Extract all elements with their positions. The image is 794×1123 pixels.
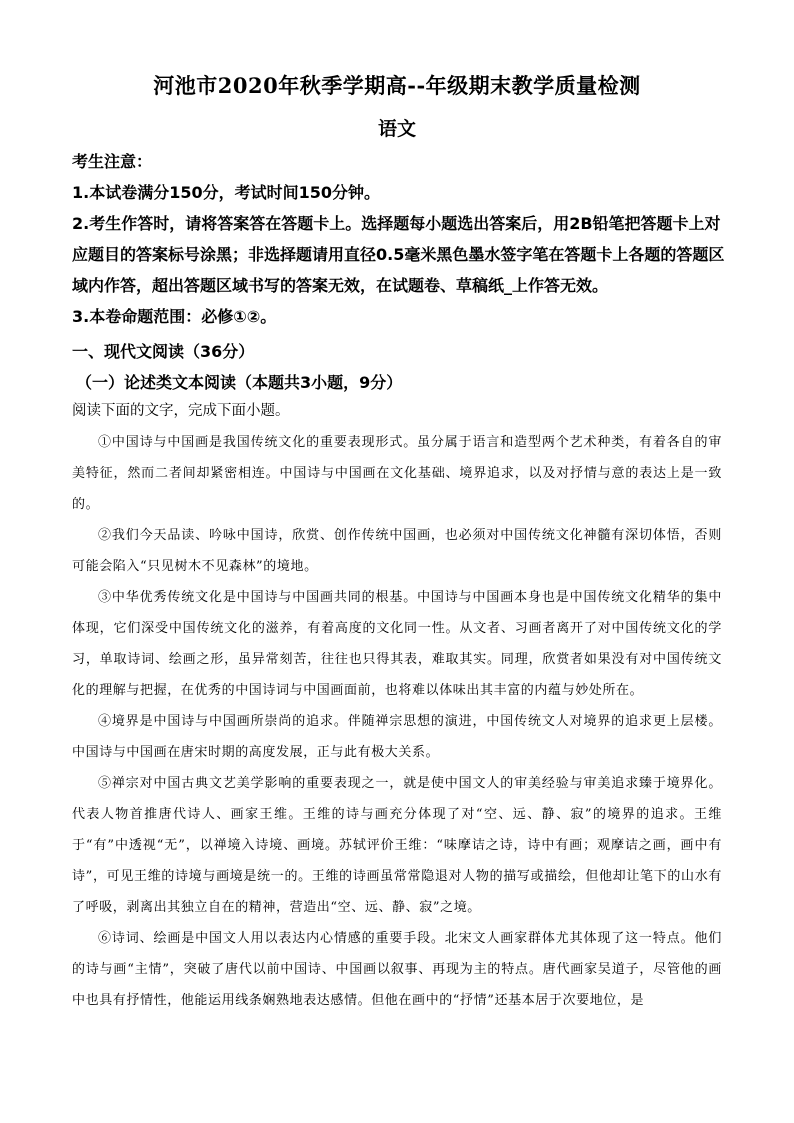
passage-paragraph: ②我们今天品读、吟咏中国诗，欣赏、创作传统中国画，也必须对中国传统文化神髓有深切体悟，否则可能会陷入“只见树木不见森林”的境地。 (72, 528, 722, 574)
passage-paragraph: ⑥诗词、绘画是中国文人用以表达内心情感的重要手段。北宋文人画家群体尤其体现了这一特点。他们的诗与画“主情”，突破了唐代以前中国诗、中国画以叙事、再现为主的特点。唐代画家吴道子，尽管他的画中也具有抒情性，他能运用线条娴熟地表达感情。但他在画中的“抒情”还基本居于次要地位，是 (72, 931, 722, 1008)
notice-item: 3.本卷命题范围：必修①②。 (72, 307, 277, 326)
passage-paragraph: ①中国诗与中国画是我国传统文化的重要表现形式。虽分属于语言和造型两个艺术种类，有着各自的审美特征，然而二者间却紧密相连。中国诗与中国画在文化基础、境界追求，以及对抒情与意的表达上是一致的。 (72, 435, 722, 512)
notice-item: 1.本试卷满分150分，考试时间150分钟。 (72, 183, 381, 202)
passage-paragraph: ④境界是中国诗与中国画所崇尚的追求。伴随禅宗思想的演进，中国传统文人对境界的追求更上层楼。中国诗与中国画在唐宋时期的高度发展，正与此有极大关系。 (72, 714, 722, 760)
notice-item: 2.考生作答时，请将答案答在答题卡上。选择题每小题选出答案后，用2B铅笔把答题卡上对应题目的答案标号涂黑；非选择题请用直径0.5毫米黑色墨水签字笔在答题卡上各题的答题区域内作答，超出答题区域书写的答案无效，在试题卷、草稿纸_上作答无效。 (72, 214, 725, 295)
notice-heading: 考生注意： (72, 152, 153, 171)
exam-title: 河池市2020年秋季学期高--年级期末教学质量检测 (153, 73, 641, 98)
section-title: 一、现代文阅读（36分） (72, 342, 255, 361)
subsection-title: （一）论述类文本阅读（本题共3小题，9分） (76, 373, 403, 392)
exam-subject: 语文 (377, 118, 416, 140)
exam-notice (72, 146, 732, 332)
reading-passage (72, 427, 722, 1016)
reading-instruction: 阅读下面的文字，完成下面小题。 (72, 403, 290, 419)
passage-paragraph: ③中华优秀传统文化是中国诗与中国画共同的根基。中国诗与中国画本身也是中国传统文化精华的集中体现，它们深受中国传统文化的滋养，有着高度的文化同一性。从文者、习画者离开了对中国传统文化的学习，单取诗词、绘画之形，虽异常刻苦，往往也只得其表，难取其实。同理，欣赏者如果没有对中国传统文化的理解与把握，在优秀的中国诗词与中国画面前，也将难以体味出其丰富的内蕴与妙处所在。 (72, 590, 722, 698)
passage-paragraph: ⑤禅宗对中国古典文艺美学影响的重要表现之一，就是使中国文人的审美经验与审美追求臻于境界化。代表人物首推唐代诗人、画家王维。王维的诗与画充分体现了对“空、远、静、寂”的境界的追求。王维于“有”中透视“无”，以禅境入诗境、画境。苏轼评价王维：“味摩诘之诗，诗中有画；观摩诘之画，画中有诗”，可见王维的诗境与画境是统一的。王维的诗画虽常常隐退对人物的描写或描绘，但他却让笔下的山水有了呼吸，剥离出其独立自在的精神，营造出“空、远、静、寂”之境。 (72, 776, 722, 915)
